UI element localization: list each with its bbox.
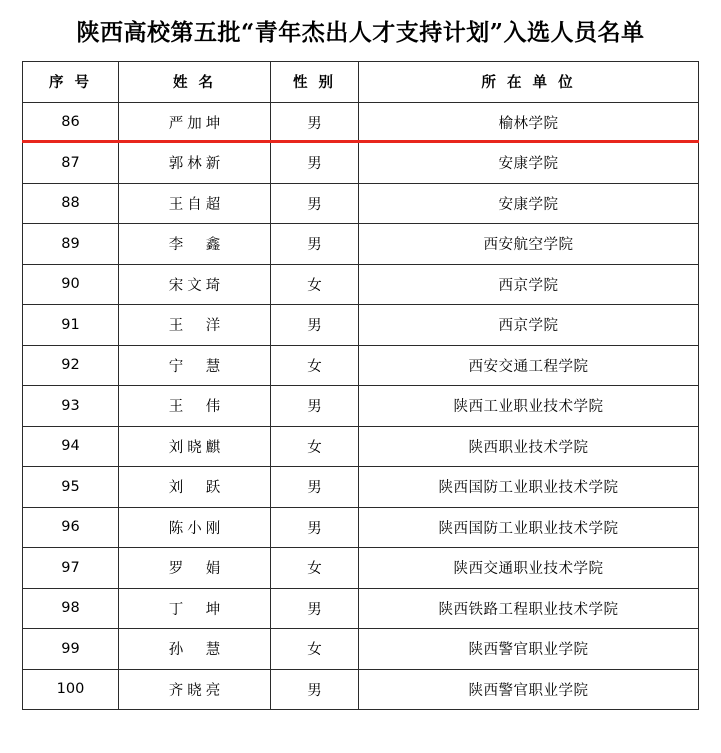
cell-seq: 100 (23, 669, 119, 710)
cell-gender: 女 (271, 345, 359, 386)
cell-gender: 男 (271, 224, 359, 265)
cell-gender: 男 (271, 507, 359, 548)
cell-name: 宁 慧 (119, 345, 271, 386)
cell-seq: 97 (23, 548, 119, 589)
cell-name: 郭林新 (119, 143, 271, 184)
table-row (23, 102, 699, 143)
cell-seq: 92 (23, 345, 119, 386)
cell-name: 李 鑫 (119, 224, 271, 265)
roster-table (22, 61, 699, 710)
table-row (23, 143, 699, 184)
cell-name: 王 洋 (119, 305, 271, 346)
table-header (23, 62, 699, 103)
cell-gender: 男 (271, 386, 359, 427)
cell-unit: 西京学院 (359, 305, 699, 346)
cell-gender: 男 (271, 102, 359, 143)
column-header-gender: 性 别 (271, 62, 359, 103)
cell-gender: 男 (271, 143, 359, 184)
cell-name: 丁 坤 (119, 588, 271, 629)
table-row (23, 467, 699, 508)
cell-seq: 86 (23, 102, 119, 143)
cell-unit: 西安交通工程学院 (359, 345, 699, 386)
cell-gender: 女 (271, 629, 359, 670)
cell-gender: 男 (271, 669, 359, 710)
cell-unit: 陕西警官职业学院 (359, 629, 699, 670)
cell-name: 王 伟 (119, 386, 271, 427)
cell-unit: 陕西工业职业技术学院 (359, 386, 699, 427)
table-body (23, 102, 699, 710)
cell-unit: 榆林学院 (359, 102, 699, 143)
cell-gender: 女 (271, 264, 359, 305)
cell-unit: 陕西交通职业技术学院 (359, 548, 699, 589)
cell-name: 刘晓麒 (119, 426, 271, 467)
cell-gender: 男 (271, 467, 359, 508)
cell-name: 王自超 (119, 183, 271, 224)
cell-name: 宋文琦 (119, 264, 271, 305)
cell-unit: 陕西国防工业职业技术学院 (359, 467, 699, 508)
table-row (23, 386, 699, 427)
table-row (23, 669, 699, 710)
cell-unit: 陕西国防工业职业技术学院 (359, 507, 699, 548)
cell-name: 齐晓亮 (119, 669, 271, 710)
table-row (23, 183, 699, 224)
table-row (23, 345, 699, 386)
cell-seq: 95 (23, 467, 119, 508)
cell-seq: 93 (23, 386, 119, 427)
column-header-unit: 所 在 单 位 (359, 62, 699, 103)
column-header-seq: 序 号 (23, 62, 119, 103)
cell-gender: 男 (271, 183, 359, 224)
cell-unit: 安康学院 (359, 183, 699, 224)
cell-seq: 87 (23, 143, 119, 184)
cell-name: 严加坤 (119, 102, 271, 143)
cell-name: 刘 跃 (119, 467, 271, 508)
cell-seq: 94 (23, 426, 119, 467)
table-row (23, 507, 699, 548)
table-row (23, 548, 699, 589)
cell-gender: 男 (271, 305, 359, 346)
table-row (23, 305, 699, 346)
cell-unit: 西安航空学院 (359, 224, 699, 265)
cell-unit: 陕西警官职业学院 (359, 669, 699, 710)
table-header-row (23, 62, 699, 103)
cell-seq: 96 (23, 507, 119, 548)
cell-gender: 女 (271, 548, 359, 589)
cell-unit: 西京学院 (359, 264, 699, 305)
table-row (23, 588, 699, 629)
cell-gender: 女 (271, 426, 359, 467)
roster-table-container (0, 57, 721, 710)
cell-seq: 98 (23, 588, 119, 629)
table-row (23, 426, 699, 467)
cell-name: 陈小刚 (119, 507, 271, 548)
cell-unit: 陕西铁路工程职业技术学院 (359, 588, 699, 629)
cell-name: 罗 娟 (119, 548, 271, 589)
table-row (23, 224, 699, 265)
table-row (23, 264, 699, 305)
cell-gender: 男 (271, 588, 359, 629)
table-row (23, 629, 699, 670)
cell-unit: 安康学院 (359, 143, 699, 184)
cell-name: 孙 慧 (119, 629, 271, 670)
cell-seq: 89 (23, 224, 119, 265)
cell-seq: 90 (23, 264, 119, 305)
cell-seq: 88 (23, 183, 119, 224)
page-title: 陕西高校第五批“青年杰出人才支持计划”入选人员名单 (76, 19, 645, 46)
cell-seq: 91 (23, 305, 119, 346)
column-header-name: 姓 名 (119, 62, 271, 103)
cell-unit: 陕西职业技术学院 (359, 426, 699, 467)
cell-seq: 99 (23, 629, 119, 670)
